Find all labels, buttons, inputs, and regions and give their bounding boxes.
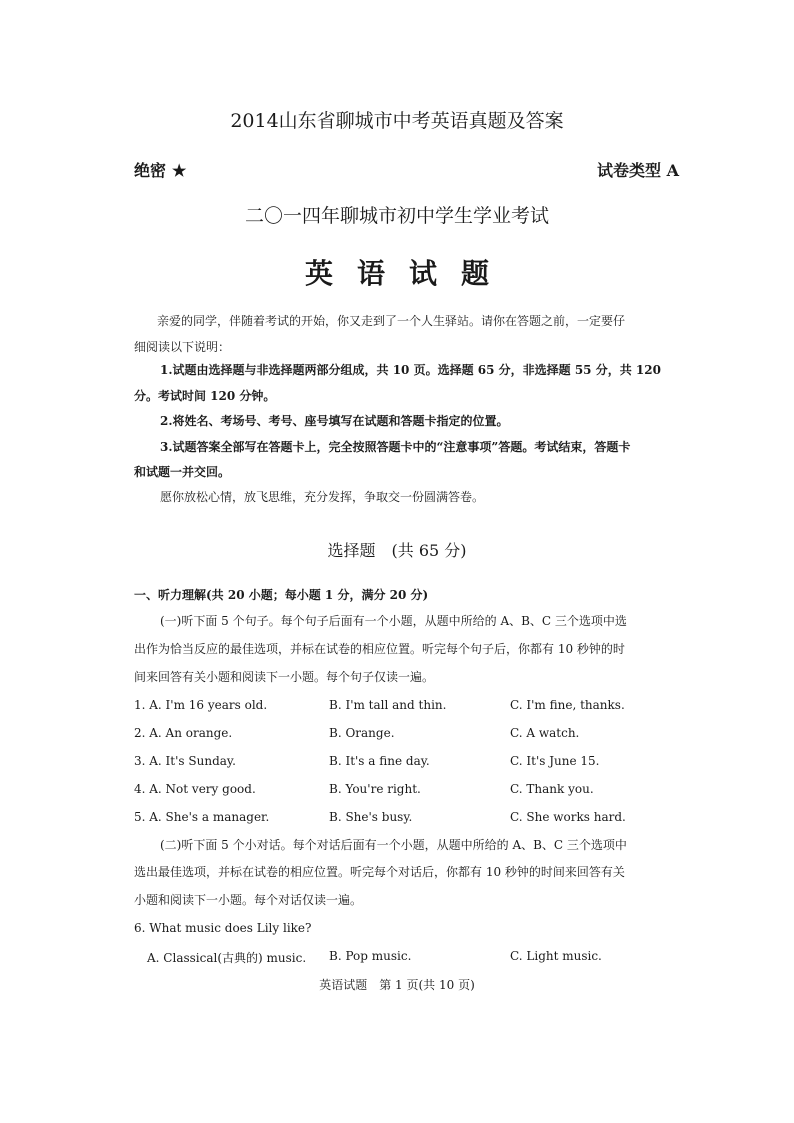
question-1-option-b: B. I'm tall and thin. — [329, 698, 447, 712]
question-4-option-b: B. You're right. — [329, 782, 421, 796]
question-5-option-b: B. She's busy. — [329, 810, 413, 824]
part-1-instruction-line-3: 间来回答有关小题和阅读下一小题。每个句子仅读一遍。 — [134, 670, 435, 684]
confidential-text: 绝密 — [134, 161, 167, 180]
question-3-option-c: C. It's June 15. — [510, 754, 600, 768]
wish-line: 愿你放松心情，放飞思维，充分发挥，争取交一份圆满答卷。 — [160, 490, 485, 504]
question-2-option-b: B. Orange. — [329, 726, 395, 740]
question-6-option-a: A. Classical(古典的) music. — [147, 951, 307, 965]
document-title: 2014山东省聊城市中考英语真题及答案 — [230, 110, 564, 132]
question-3-option-a: 3. A. It's Sunday. — [134, 754, 236, 768]
part-1-instruction-line-2: 出作为恰当反应的最佳选项，并标在试卷的相应位置。听完每个句子后，你都有 10 秒钟的时 — [134, 642, 625, 656]
part-1-instruction-line-1: (一)听下面 5 个句子。每个句子后面有一个小题，从题中所给的 A、B、C 三个选项中选 — [160, 614, 627, 628]
rule-3-line-1: 3.试题答案全部写在答题卡上，完全按照答题卡中的“注意事项”答题。考试结束，答题卡 — [160, 440, 631, 454]
confidential-label — [134, 158, 186, 181]
question-6-option-b: B. Pop music. — [329, 949, 412, 963]
question-2-option-c: C. A watch. — [510, 726, 580, 740]
rule-2: 2.将姓名、考场号、考号、座号填写在试题和答题卡指定的位置。 — [160, 414, 509, 428]
part-1-heading: 一、听力理解(共 20 小题；每小题 1 分，满分 20 分) — [134, 588, 429, 602]
exam-name: 二〇一四年聊城市初中学生学业考试 — [244, 205, 549, 227]
rule-1-line-2: 分。考试时间 120 分钟。 — [134, 389, 276, 403]
question-2-option-a: 2. A. An orange. — [134, 726, 233, 740]
part-2-instruction-line-1: (二)听下面 5 个小对话。每个对话后面有一个小题，从题中所给的 A、B、C 三个选项中 — [160, 838, 627, 852]
question-5-option-c: C. She works hard. — [510, 810, 626, 824]
intro-line-1: 亲爱的同学，伴随着考试的开始，你又走到了一个人生驿站。请你在答题之前，一定要仔 — [157, 314, 626, 328]
question-1-option-c: C. I'm fine, thanks. — [510, 698, 625, 712]
section-title: 选择题 (共 65 分) — [327, 541, 467, 560]
part-2-instruction-line-2: 选出最佳选项，并标在试卷的相应位置。听完每个对话后，你都有 10 秒钟的时间来回答有关 — [134, 865, 625, 879]
part-2-instruction-line-3: 小题和阅读下一小题。每个对话仅读一遍。 — [134, 893, 363, 907]
question-6-stem: 6. What music does Lily like? — [134, 921, 312, 935]
question-5-option-a: 5. A. She's a manager. — [134, 810, 270, 824]
subject-title: 英语试题 — [304, 257, 513, 290]
question-4-option-a: 4. A. Not very good. — [134, 782, 256, 796]
question-1-option-a: 1. A. I'm 16 years old. — [134, 698, 268, 712]
intro-line-2: 细阅读以下说明： — [134, 340, 231, 354]
paper-type: 试卷类型 A — [597, 161, 679, 180]
star-icon: ★ — [172, 161, 187, 180]
question-6-option-c: C. Light music. — [510, 949, 602, 963]
rule-1-line-1: 1.试题由选择题与非选择题两部分组成，共 10 页。选择题 65 分，非选择题 55 分，共 120 — [160, 363, 661, 377]
page-footer: 英语试题 第 1 页(共 10 页) — [319, 978, 475, 992]
question-4-option-c: C. Thank you. — [510, 782, 594, 796]
question-3-option-b: B. It's a fine day. — [329, 754, 430, 768]
rule-3-line-2: 和试题一并交回。 — [134, 465, 231, 479]
